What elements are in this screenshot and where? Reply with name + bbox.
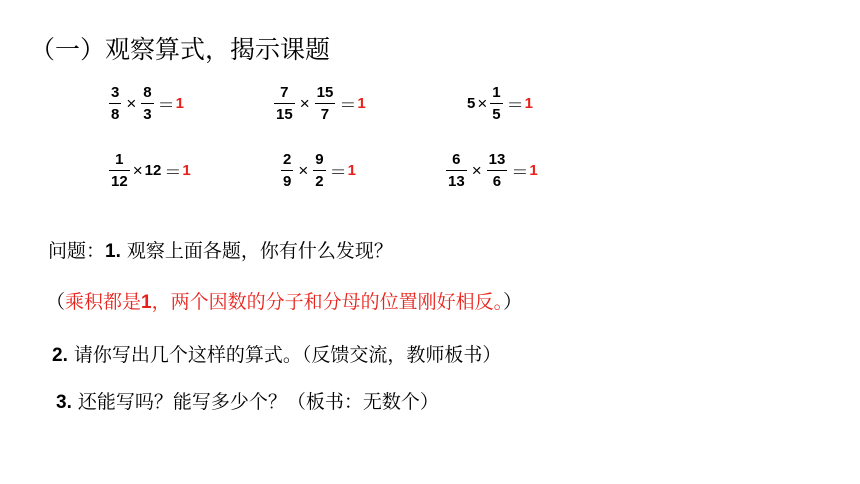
integer-factor: 12 xyxy=(144,162,162,179)
page-title: （一）观察算式，揭示课题 xyxy=(30,35,331,64)
times-sign: × xyxy=(299,93,310,113)
fraction: $\frac{8}{3}$ xyxy=(143,84,152,123)
equation-3 xyxy=(466,84,533,123)
fraction: $\frac{6}{13}$ xyxy=(448,151,465,190)
times-sign: × xyxy=(126,93,137,113)
result: 1 xyxy=(357,95,366,112)
equals-sign: ＝ xyxy=(157,96,175,115)
fraction: $\frac{1}{5}$ xyxy=(492,84,501,123)
equation-2 xyxy=(272,84,366,123)
fraction: $\frac{9}{2}$ xyxy=(315,151,324,190)
fraction: $\frac{15}{7}$ xyxy=(316,84,334,123)
times-sign: × xyxy=(132,160,143,180)
equation-6 xyxy=(444,151,538,190)
equals-sign: ＝ xyxy=(329,163,347,182)
fraction: $\frac{1}{12}$ xyxy=(111,151,128,190)
fraction: $\frac{7}{15}$ xyxy=(276,84,293,123)
times-sign: × xyxy=(477,93,488,113)
question-1: 问题：1. 观察上面各题，你有什么发现？ xyxy=(48,240,393,262)
equals-sign: ＝ xyxy=(339,96,357,115)
times-sign: × xyxy=(471,160,482,180)
times-sign: × xyxy=(298,160,309,180)
equation-5 xyxy=(279,151,356,190)
result: 1 xyxy=(182,162,191,179)
result: 1 xyxy=(175,95,184,112)
question-2: 2. 请你写出几个这样的算式。（反馈交流，教师板书） xyxy=(52,344,502,366)
fraction: $\frac{2}{9}$ xyxy=(283,151,292,190)
fraction: $\frac{3}{8}$ xyxy=(111,84,120,123)
result: 1 xyxy=(524,95,533,112)
fraction: $\frac{13}{6}$ xyxy=(488,151,506,190)
equals-sign: ＝ xyxy=(511,163,529,182)
equals-sign: ＝ xyxy=(506,96,524,115)
equation-1 xyxy=(107,84,184,123)
equation-4 xyxy=(107,151,191,190)
equals-sign: ＝ xyxy=(164,163,182,182)
question-3: 3. 还能写吗？能写多少个？（板书：无数个） xyxy=(56,391,439,413)
answer-1: （乘积都是1，两个因数的分子和分母的位置刚好相反。） xyxy=(46,291,523,313)
integer-factor: 5 xyxy=(467,95,476,112)
result: 1 xyxy=(347,162,356,179)
result: 1 xyxy=(529,162,538,179)
